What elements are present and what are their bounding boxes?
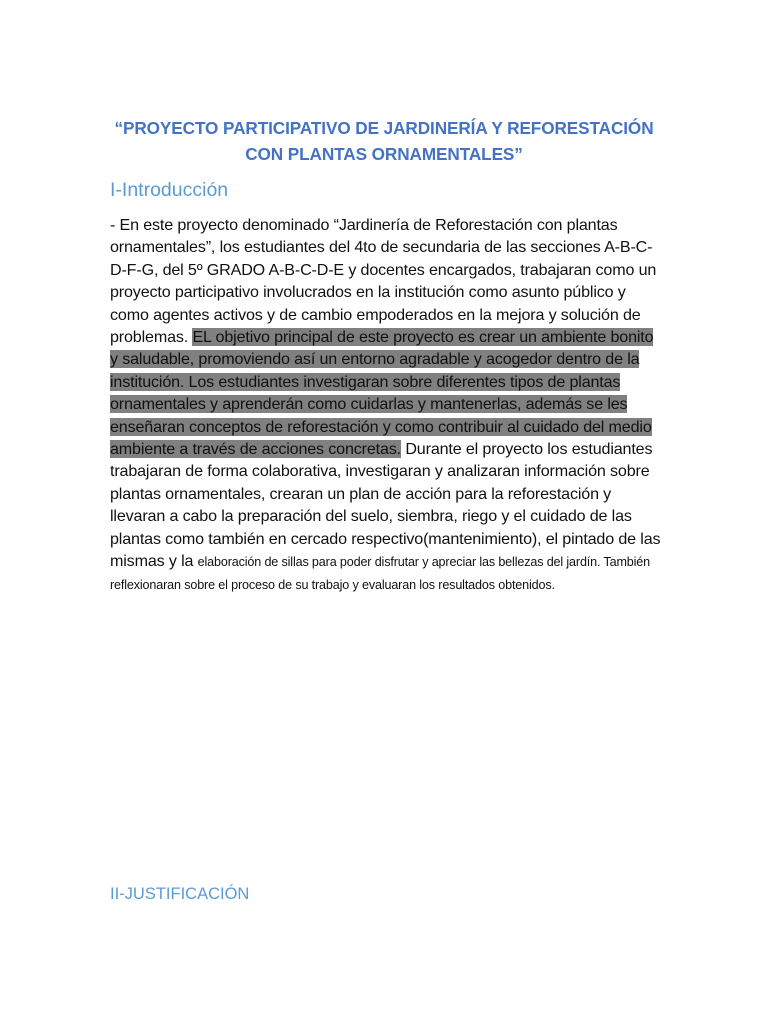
document-title xyxy=(100,115,668,167)
title-line-1: “PROYECTO PARTICIPATIVO DE JARDINERÍA Y REFORESTACIÓN xyxy=(114,118,654,138)
section-heading-introduccion: I-Introducción xyxy=(110,179,229,201)
intro-text-part1: - En este proyecto denominado “Jardinería de Reforestación con plantas ornamentales”, los estudiantes del 4to de secundaria de las secciones A-B-C-D-F-G, del 5º GRADO A-B-C-D-E y docentes encargados, trabajaran como un proyecto participativo involucrados en la institución como asunto público y como agentes activos y de cambio empoderados en la mejora y solución de problemas. xyxy=(110,216,657,347)
title-line-2: CON PLANTAS ORNAMENTALES” xyxy=(245,144,523,164)
intro-highlighted-text: EL objetivo principal de este proyecto es crear un ambiente bonito y saludable, promoviendo así un entorno agradable y acogedor dentro de la institución. Los estudiantes investigaran sobre diferentes tipos de plantas ornamentales y aprenderán como cuidarlas y mantenerlas, además se les enseñaran conceptos de reforestación y como contribuir al cuidado del medio ambiente a través de acciones concretas. xyxy=(110,328,654,459)
intro-text-small: elaboración de sillas para poder disfrutar y apreciar las bellezas del jardín. También reflexionaran sobre el proceso de su trabajo y evaluaran los resultados obtenidos. xyxy=(110,555,651,593)
intro-paragraph xyxy=(110,214,662,596)
section-heading-justificacion: II-JUSTIFICACIÓN xyxy=(110,885,250,903)
intro-text-part2: Durante el proyecto los estudiantes trabajaran de forma colaborativa, investigaran y analizaran información sobre plantas ornamentales, crearan un plan de acción para la reforestación y llevaran a cabo la preparación del suelo, siembra, riego y el cuidado de las plantas como también en cercado respectivo(mantenimiento), el pintado de las mismas y la xyxy=(110,440,661,571)
